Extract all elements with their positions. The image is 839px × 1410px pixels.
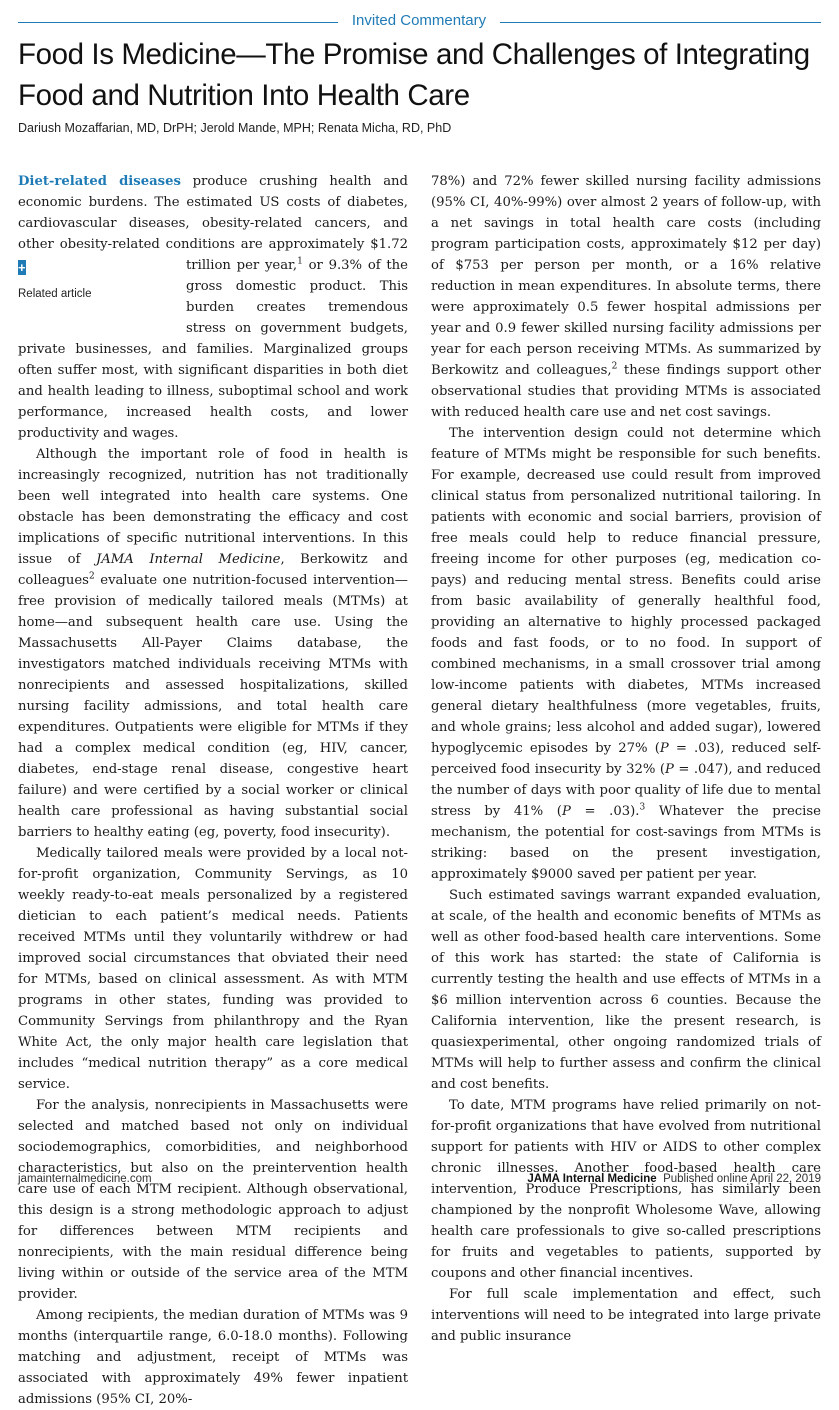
footer-published: Published online April 22, 2019	[663, 1173, 821, 1185]
related-article-link[interactable]	[18, 257, 186, 339]
paragraph-3: Medically tailored meals were provided by a local not-for-profit organization, Community Servings, as 10 weekly ready-to-eat meals personalized by a registered dietician to each patient’s medical needs. Patients received MTMs until they voluntarily withdrew or had improved social circumstances that obviated their need for MTMs, based on clinical assessment. As with MTM programs in other states, funding was provided to Community Servings from philanthropy and the Ryan White Act, the only major health care legislation that includes “medical nutrition therapy” as a core medical service.	[18, 846, 408, 1092]
lead-term: Diet-related diseases	[18, 174, 181, 189]
right-column	[431, 171, 821, 1347]
paragraph-6: The intervention design could not determine which feature of MTMs might be responsible for such benefits. For example, decreased use could result from improved clinical status from personalized nutritional tailoring. In patients with economic and social barriers, provision of free meals could help to reduce financial pressure, freeing income for other purposes (eg, medication co-pays) and reducing mental stress. Benefits could arise from basic availability of generally healthful food, providing an alternative to highly processed packaged foods and fast foods, or to no food. In support of combined mechanisms, in a small crossover trial among low-income patients with diabetes, MTMs increased general dietary healthfulness (more vegetables, fruits, and whole grains; less alcohol and added sugar), lowered hypoglycemic episodes by 27% (P = .03), reduced self-perceived food insecurity by 32% (P = .047), and reduced the number of days with poor quality of life due to mental stress by 41% (P = .03).$^3$ Whatever the precise mechanism, the potential for cost-savings from MTMs is striking: based on the present investigation, approximately $9000 saved per patient per year.	[431, 426, 821, 882]
paragraph-5-start: Among recipients, the median duration of MTMs was 9 months (interquartile range, 6.0-18.0 months). Following matching and adjustment, receipt of MTMs was associated with approximately 49% fewer inpatient admissions (95% CI, 20%-	[18, 1308, 408, 1407]
paragraph-5-continued: 78%) and 72% fewer skilled nursing facility admissions (95% CI, 40%-99%) over almost 2 years of follow-up, with a net savings in total health care costs (including program participation costs, approximately $12 per day) of $753 per person per month, or a 16% relative reduction in mean expenditures. In absolute terms, there were approximately 0.5 fewer hospital admissions per year and 0.9 fewer skilled nursing facility admissions per year for each person receiving MTMs. As summarized by Berkowitz and colleagues,$^2$ these findings support other observational studies that providing MTMs is associated with reduced health care use and net cost savings.	[431, 174, 821, 420]
page-footer	[18, 1173, 821, 1191]
author-list: Dariush Mozaffarian, MD, DrPH; Jerold Mande, MPH; Renata Micha, RD, PhD	[18, 121, 452, 135]
paragraph-4: For the analysis, nonrecipients in Massachusetts were selected and matched based not only on individual sociodemographics, comorbidities, and neighborhood characteristics, but also on the preintervention health care use of each MTM recipient. Although observational, this design is a strong methodologic approach to adjust for differences between MTM recipients and nonrecipients, with the main residual difference being living within or outside of the service area of the MTM provider.	[18, 1098, 408, 1302]
left-column	[18, 171, 408, 1410]
paragraph-8: To date, MTM programs have relied primarily on not-for-profit organizations that have evolved from nutritional support for patients with HIV or AIDS to other complex chronic illnesses. Another food-based health care intervention, Produce Prescriptions, has similarly been championed by the nonprofit Wholesome Wave, allowing health care professionals to give so-called prescriptions for fruits and vegetables to patients, supported by coupons and other financial incentives.	[431, 1098, 821, 1281]
paragraph-1: Diet-related diseases produce crushing health and economic burdens. The estimated US costs of diabetes, cardiovascular diseases, obesity-related cancers, and other obesity-related conditions are approximately $1.72 trillion per year,$^1$ + Related article or 9.3% of the gross domestic product. This burden creates tremendous stress on government budgets, private businesses, and families. Marginalized groups often suffer most, with significant disparities in both diet and health leading to illness, suboptimal school and work performance, increased health costs, and lower productivity and wages.	[18, 174, 408, 441]
header-rule-right	[500, 22, 821, 23]
reference-2-link[interactable]: 2	[88, 571, 95, 582]
plus-icon[interactable]: +	[18, 260, 26, 275]
reference-2-link[interactable]: 2	[611, 361, 618, 372]
footer-journal: JAMA Internal Medicine	[527, 1173, 657, 1185]
section-label: Invited Commentary	[351, 12, 487, 29]
footer-url[interactable]: jamainternalmedicine.com	[18, 1173, 152, 1185]
paragraph-7: Such estimated savings warrant expanded evaluation, at scale, of the health and economic benefits of MTMs as well as other food-based health care interventions. Some of this work has started: the state of California is currently testing the health and use effects of MTMs in a $6 million intervention across 6 counties. Because the California intervention, like the present research, is quasiexperimental, other ongoing randomized trials of MTMs will help to further assess and confirm the clinical and cost benefits.	[431, 888, 821, 1092]
journal-name-inline: JAMA Internal Medicine	[95, 552, 281, 567]
header-rule-left	[18, 22, 338, 23]
reference-1-link[interactable]: 1	[297, 256, 303, 267]
article-title: Food Is Medicine—The Promise and Challenges of Integrating Food and Nutrition Into Health Care	[18, 38, 810, 112]
related-article-label[interactable]: Related article	[18, 288, 92, 300]
reference-3-link[interactable]: 3	[639, 802, 646, 813]
paragraph-2: Although the important role of food in health is increasingly recognized, nutrition has not traditionally been well integrated into health care systems. One obstacle has been demonstrating the efficacy and cost implications of specific nutritional interventions. In this issue of JAMA Internal Medicine, Berkowitz and colleagues$^2$ evaluate one nutrition-focused intervention—free provision of medically tailored meals (MTMs) at home—and subsequent health care use. Using the Massachusetts All-Payer Claims database, the investigators matched individuals receiving MTMs with nonrecipients and assessed hospitalizations, skilled nursing facility admissions, and total health care expenditures. Outpatients were eligible for MTMs if they had a complex medical condition (eg, HIV, cancer, diabetes, end-stage renal disease, congestive heart failure) and were certified by a social worker or clinical health care professional as having substantial social barriers to healthy eating (eg, poverty, food insecurity).	[18, 447, 408, 840]
paragraph-9: For full scale implementation and effect, such interventions will need to be integrated into large private and public insurance	[431, 1287, 821, 1344]
footer-publication-info	[527, 1173, 821, 1185]
